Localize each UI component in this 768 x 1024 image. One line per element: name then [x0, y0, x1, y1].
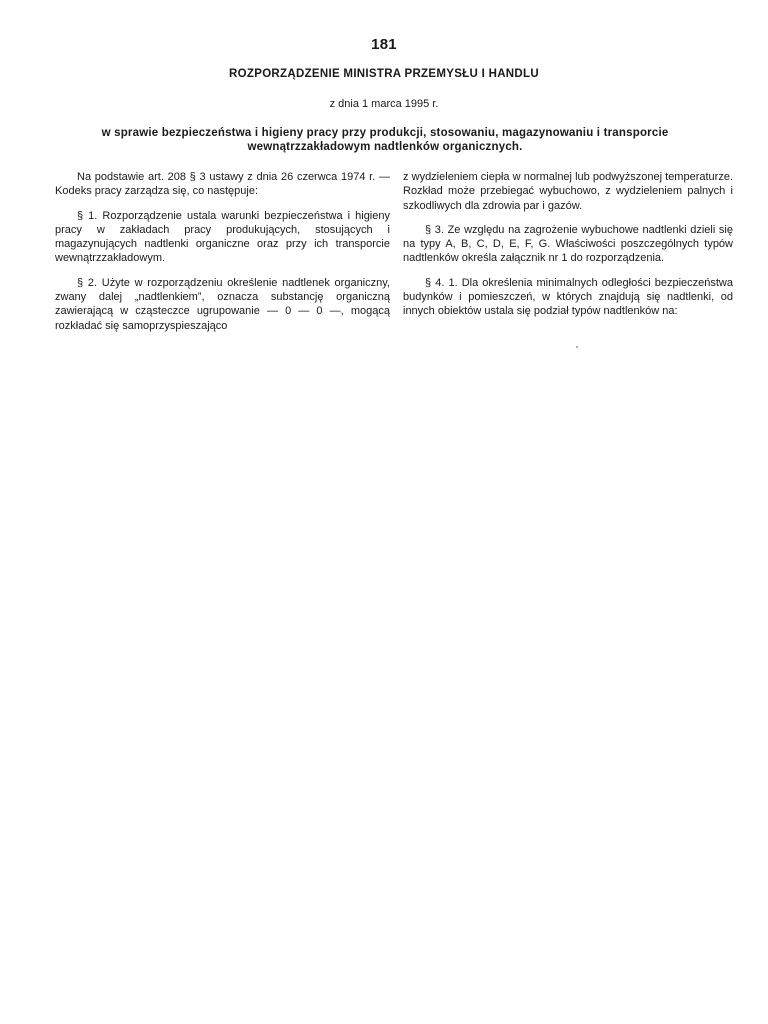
act-title: ROZPORZĄDZENIE MINISTRA PRZEMYSŁU I HANDLU: [229, 68, 539, 80]
page-number: 181: [371, 36, 397, 53]
paragraph-1: § 1. Rozporządzenie ustala warunki bezpieczeństwa i higieny pracy w zakładach pracy produkujących, stosujących i magazynujących nadtlenki organiczne oraz przy ich transporcie wewnątrzzakładowym.: [55, 209, 390, 265]
left-column: [55, 170, 390, 343]
act-subject: w sprawie bezpieczeństwa i higieny pracy przy produkcji, stosowaniu, magazynowaniu i transporcie wewnątrzzakładowym nadtlenków organicznych.: [101, 127, 669, 153]
preamble-paragraph: Na podstawie art. 208 § 3 ustawy z dnia 26 czerwca 1974 r. — Kodeks pracy zarządza się, co następuje:: [55, 171, 390, 198]
paragraph-3: § 3. Ze względu na zagrożenie wybuchowe nadtlenki dzieli się na typy A, B, C, D, E, F, G. Właściwości poszczególnych typów nadtlenków określa załącznik nr 1 do rozporządzenia.: [403, 223, 733, 265]
right-column: [403, 170, 733, 329]
paragraph-2: § 2. Użyte w rozporządzeniu określenie nadtlenek organiczny, zwany dalej „nadtlenkiem”, oznacza substancję organiczną zawierającą w cząsteczce ugrupowanie — 0 — 0 —, mogącą rozkładać się samoprzyspieszająco: [55, 276, 390, 332]
act-date: z dnia 1 marca 1995 r.: [329, 98, 439, 110]
paragraph-2-continuation: z wydzieleniem ciepła w normalnej lub podwyższonej temperaturze. Rozkład może przebiegać wybuchowo, z wydzieleniem palnych i szkodliwych dla zdrowia par i gazów.: [403, 171, 733, 212]
scan-speck: [576, 346, 578, 348]
paragraph-4: § 4. 1. Dla określenia minimalnych odległości bezpieczeństwa budynków i pomieszczeń, w których znajdują się nadtlenki, od innych obiektów ustala się podział typów nadtlenków na:: [403, 276, 733, 318]
